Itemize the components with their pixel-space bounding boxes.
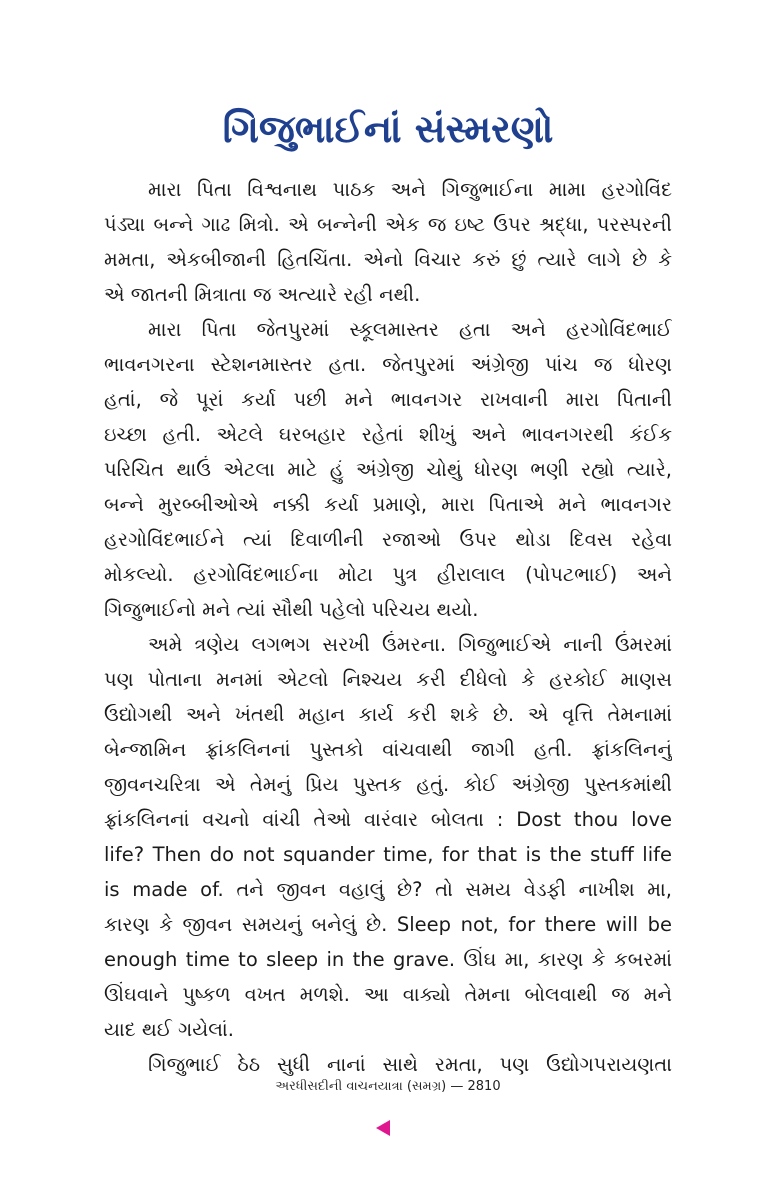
text-line: life? Then do not squander time, for that is the stuff life bbox=[104, 843, 672, 866]
text-line: બેન્જામિન ફ્રાંકલિનનાં પુસ્તકો વાંચવાથી જાગી હતી. ફ્રાંકલિનનું bbox=[104, 738, 672, 761]
text-line: યાદ થઈ ગયેલાં. bbox=[104, 1018, 234, 1041]
text-line: પણ પોતાના મનમાં એટલો નિશ્ચય કરી દીધેલો કે હરકોઈ માણસ bbox=[104, 668, 672, 691]
text-line: જીવનચરિત્રા એ તેમનું પ્રિય પુસ્તક હતું. કોઈ અંગ્રેજી પુસ્તકમાંથી bbox=[104, 773, 672, 796]
text-line: is made of. તને જીવન વહાલું છે? તો સમય વેડફી નાખીશ મા, bbox=[104, 878, 672, 901]
text-line: મારા પિતા વિશ્વનાથ પાઠક અને ગિજુભાઈના મામા હરગોવિંદ bbox=[148, 178, 672, 201]
text-line: અમે ત્રણેય લગભગ સરખી ઉંમરના. ગિજુભાઈએ નાની ઉંમરમાં bbox=[148, 633, 672, 656]
text-line: બન્ને મુરબ્બીઓએ નક્કી કર્યા પ્રમાણે, મારા પિતાએ મને ભાવનગર bbox=[104, 493, 672, 516]
text-line: મોકલ્યો. હરગોવિંદભાઈના મોટા પુત્ર હીરાલાલ (પોપટભાઈ) અને bbox=[104, 563, 672, 586]
text-line: પરિચિત થાઉં એટલા માટે હું અંગ્રેજી ચોથું ધોરણ ભણી રહ્યો ત્યારે, bbox=[104, 458, 672, 481]
text-line: ઇચ્છા હતી. એટલે ઘરબહાર રહેતાં શીખું અને ભાવનગરથી કંઈક bbox=[104, 423, 672, 446]
text-line: મમતા, એકબીજાની હિતચિંતા. એનો વિચાર કરું છું ત્યારે લાગે છે કે bbox=[104, 248, 672, 271]
text-line: ઉદ્યોગથી અને ખંતથી મહાન કાર્ય કરી શકે છે. એ વૃત્તિ તેમનામાં bbox=[104, 703, 672, 726]
text-line: એ જાતની મિત્રાતા જ અત્યારે રહી નથી. bbox=[104, 283, 421, 306]
text-line: હરગોવિંદભાઈને ત્યાં દિવાળીની રજાઓ ઉપર થોડા દિવસ રહેવા bbox=[104, 528, 672, 551]
previous-page-arrow-icon[interactable] bbox=[376, 1120, 390, 1136]
paragraph bbox=[104, 312, 672, 627]
paragraph bbox=[104, 627, 672, 1047]
text-line: enough time to sleep in the grave. ઊંઘ મા, કારણ કે કબરમાં bbox=[104, 948, 672, 971]
page-title: ગિજુભાઈનાં સંસ્મરણો bbox=[222, 107, 554, 151]
text-line: પંડ્યા બન્ને ગાઢ મિત્રો. એ બન્નેની એક જ ઇષ્ટ ઉપર શ્રદ્ધા, પરસ્પરની bbox=[104, 213, 672, 236]
paragraph bbox=[104, 172, 672, 312]
page-footer: અરધીસદીની વાચનયાત્રા (સમગ્ર) — 2810 bbox=[275, 1079, 501, 1094]
text-line: મારા પિતા જેતપુરમાં સ્કૂલમાસ્તર હતા અને હરગોવિંદભાઈ bbox=[148, 318, 672, 341]
text-line: ભાવનગરના સ્ટેશનમાસ્તર હતા. જેતપુરમાં અંગ્રેજી પાંચ જ ધોરણ bbox=[104, 353, 672, 376]
text-line: કારણ કે જીવન સમયનું બનેલું છે. Sleep not, for there will be bbox=[104, 913, 672, 936]
text-line: હતાં, જે પૂરાં કર્યા પછી મને ભાવનગર રાખવાની મારા પિતાની bbox=[104, 388, 672, 411]
text-line: ઊંઘવાને પુષ્કળ વખત મળશે. આ વાક્યો તેમના બોલવાથી જ મને bbox=[104, 983, 672, 1006]
body-text bbox=[104, 172, 672, 1082]
text-line: ગિજુભાઈનો મને ત્યાં સૌથી પહેલો પરિચય થયો. bbox=[104, 598, 479, 621]
text-line: ગિજુભાઈ ઠેઠ સુધી નાનાં સાથે રમતા, પણ ઉદ્યોગપરાયણતા bbox=[148, 1053, 672, 1076]
text-line: ફ્રાંકલિનનાં વચનો વાંચી તેઓ વારંવાર બોલતા : Dost thou love bbox=[104, 808, 672, 831]
